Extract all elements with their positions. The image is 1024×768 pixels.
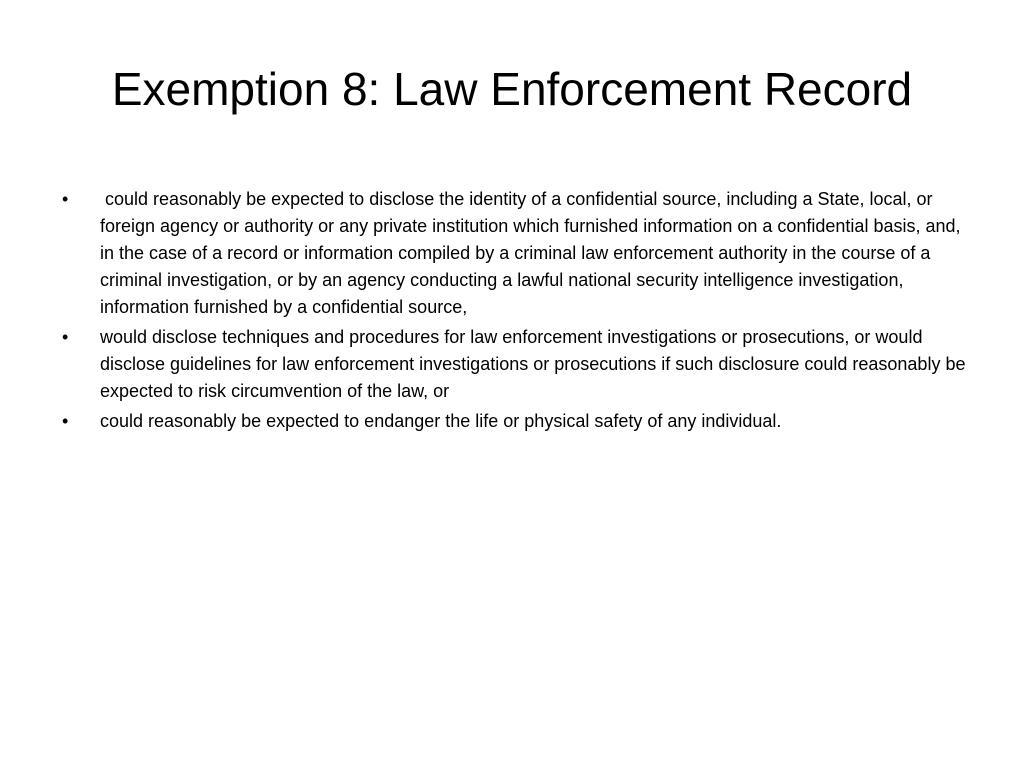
bullet-item: [58, 408, 970, 435]
bullet-item: [58, 186, 970, 321]
bullet-list: [58, 186, 970, 438]
bullet-text: could reasonably be expected to disclose the identity of a confidential source, including a State, local, or foreign agency or authority or any private institution which furnished information on a confidential basis, and, in the case of a record or information compiled by a criminal law enforcement authority in the course of a criminal investigation, or by an agency conducting a lawful national security intelligence investigation, information furnished by a confidential source,: [100, 189, 966, 317]
bullet-dot-icon: •: [62, 411, 69, 431]
bullet-dot-icon: •: [62, 189, 69, 209]
bullet-text: could reasonably be expected to endanger the life or physical safety of any individual.: [100, 411, 782, 431]
slide-title: Exemption 8: Law Enforcement Record: [111, 63, 913, 115]
bullet-dot-icon: •: [62, 327, 69, 347]
bullet-item: [58, 324, 970, 405]
bullet-text: would disclose techniques and procedures for law enforcement investigations or prosecutions, or would disclose guidelines for law enforcement investigations or prosecutions if such disclosure could reasonably be expected to risk circumvention of the law, or: [100, 327, 971, 401]
